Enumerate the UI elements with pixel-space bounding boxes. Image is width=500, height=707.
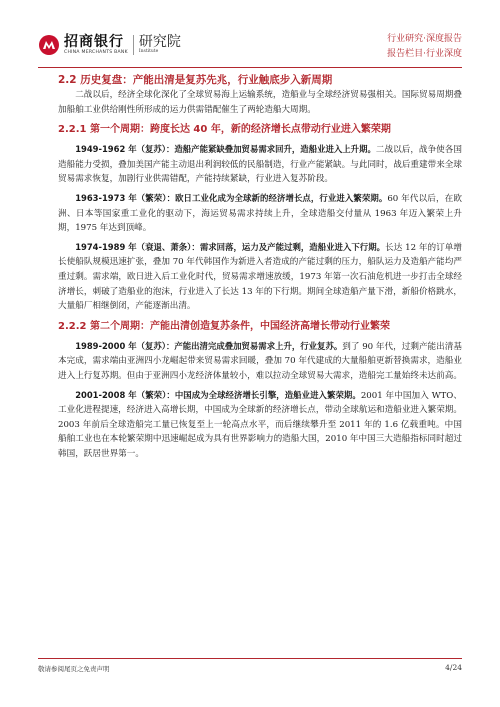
footer-rule (38, 658, 462, 659)
paragraph (58, 142, 462, 187)
paragraph-lead: 1974-1989 年（衰退、萧条）：需求回落，运力及产能过剩，造船业进入下行期。 (75, 241, 386, 252)
cmb-logo (38, 34, 181, 56)
report-column: 报告栏目·行业深度 (387, 49, 462, 59)
cmb-logo-icon (38, 34, 60, 56)
page-number: 4/24 (445, 663, 462, 672)
section-intro: 二战以后，经济全球化深化了全球贸易海上运输系统，造船业与全球经济贸易强相关。国际贸易周期叠加船舶工业供给刚性所形成的运力供需错配催生了两轮造船大周期。 (58, 90, 462, 115)
report-type: 行业研究·深度报告 (387, 34, 462, 44)
logo-divider (133, 35, 134, 55)
brand-name-cn: 招商银行 (64, 33, 124, 50)
paragraph-text: 长达 12 年的订单增长使船队规模迅速扩张，叠加 70 年代韩国作为新进入者造成的产能过剩的压力，船队运力及造船产能均严重过剩。需求端，欧日进入后工业化时代，贸易需求增速放缓，1973 年第一次石油危机进一步打击全球经济增长，刺破了造船业的泡沫，行业进入了长达 13 年的下行期。期间全球造船产量下滑，新船价格跳水，大量船厂相继倒闭，产能逐渐出清。 (58, 242, 462, 312)
report-category (387, 32, 462, 62)
subsection-heading-1: 2.2.1 第一个周期：跨度长达 40 年，新的经济增长点带动行业进入繁荣期 (58, 124, 391, 136)
footer-disclaimer: 敬请参阅尾页之免责声明 (38, 665, 110, 673)
main-content (38, 72, 462, 465)
paragraph-text: 二战以后，战争使各国造船能力受损，叠加美国产能主动退出利润较低的民船制造，行业产能紧缺。与此同时，战后重建带来全球贸易需求恢复，加剧行业供需错配，产能持续紧缺，行业进入复苏阶段。 (58, 145, 462, 185)
brand (64, 35, 128, 56)
page-header (38, 32, 462, 66)
brand-name-en: CHINA MERCHANTS BANK (64, 49, 128, 55)
subsection-heading-2: 2.2.2 第二个周期：产能出清创造复苏条件，中国经济高增长带动行业繁荣 (58, 320, 390, 332)
paragraph-text: 60 年代以后，在欧洲、日本等国家重工业化的驱动下，海运贸易需求持续上升，全球造船交付量从 1963 年迈入繁荣上升期，1975 年达到顶峰。 (58, 193, 462, 234)
paragraph-text: 2001 年中国加入 WTO、工业化进程提速，经济进入高增长期，中国成为全球新的经济增长点，带动全球航运和造船业进入繁荣期。2003 年前后全球造船完工量已恢复至上一轮高点水平，而后继续攀升至 2011 年的 1.6 亿载重吨。中国船舶工业也在本轮繁荣期中迅速崛起成为具有世界影响力的造船大国，2010 年中国三大造船指标同时超过韩国，跃居世界第一。 (58, 390, 462, 459)
paragraph-lead: 2001-2008 年（繁荣）：中国成为全球经济增长引擎，造船业进入繁荣期。 (75, 389, 361, 400)
institute-name-cn: 研究院 (138, 34, 181, 51)
institute-name-en: Institute (138, 49, 159, 55)
paragraph (58, 240, 462, 314)
section-heading: 2.2 历史复盘：产能出清是复苏先兆，行业触底步入新周期 (58, 74, 333, 86)
paragraph (58, 191, 462, 236)
paragraph (58, 339, 462, 384)
paragraph-text: 到了 90 年代，过剩产能出清基本完成，需求端由亚洲四小龙崛起带来贸易需求回暖，叠加 70 年代建成的大量船舶更新替换需求，造船业进入上行复苏期。但由于亚洲四小龙经济体量较小，难以拉动全球贸易大需求，造船完工量始终未达前高。 (58, 341, 462, 381)
paragraph-lead: 1963-1973 年（繁荣）：欧日工业化成为全球新的经济增长点，行业进入繁荣期。 (75, 192, 388, 203)
institute (139, 35, 181, 55)
paragraph-lead: 1989-2000 年（复苏）：产能出清完成叠加贸易需求上升，行业复苏。 (75, 340, 343, 351)
paragraph-lead: 1949-1962 年（复苏）：造船产能紧缺叠加贸易需求回升，造船业进入上升期。 (75, 144, 376, 155)
header-rule (38, 67, 462, 68)
paragraph (58, 388, 462, 462)
